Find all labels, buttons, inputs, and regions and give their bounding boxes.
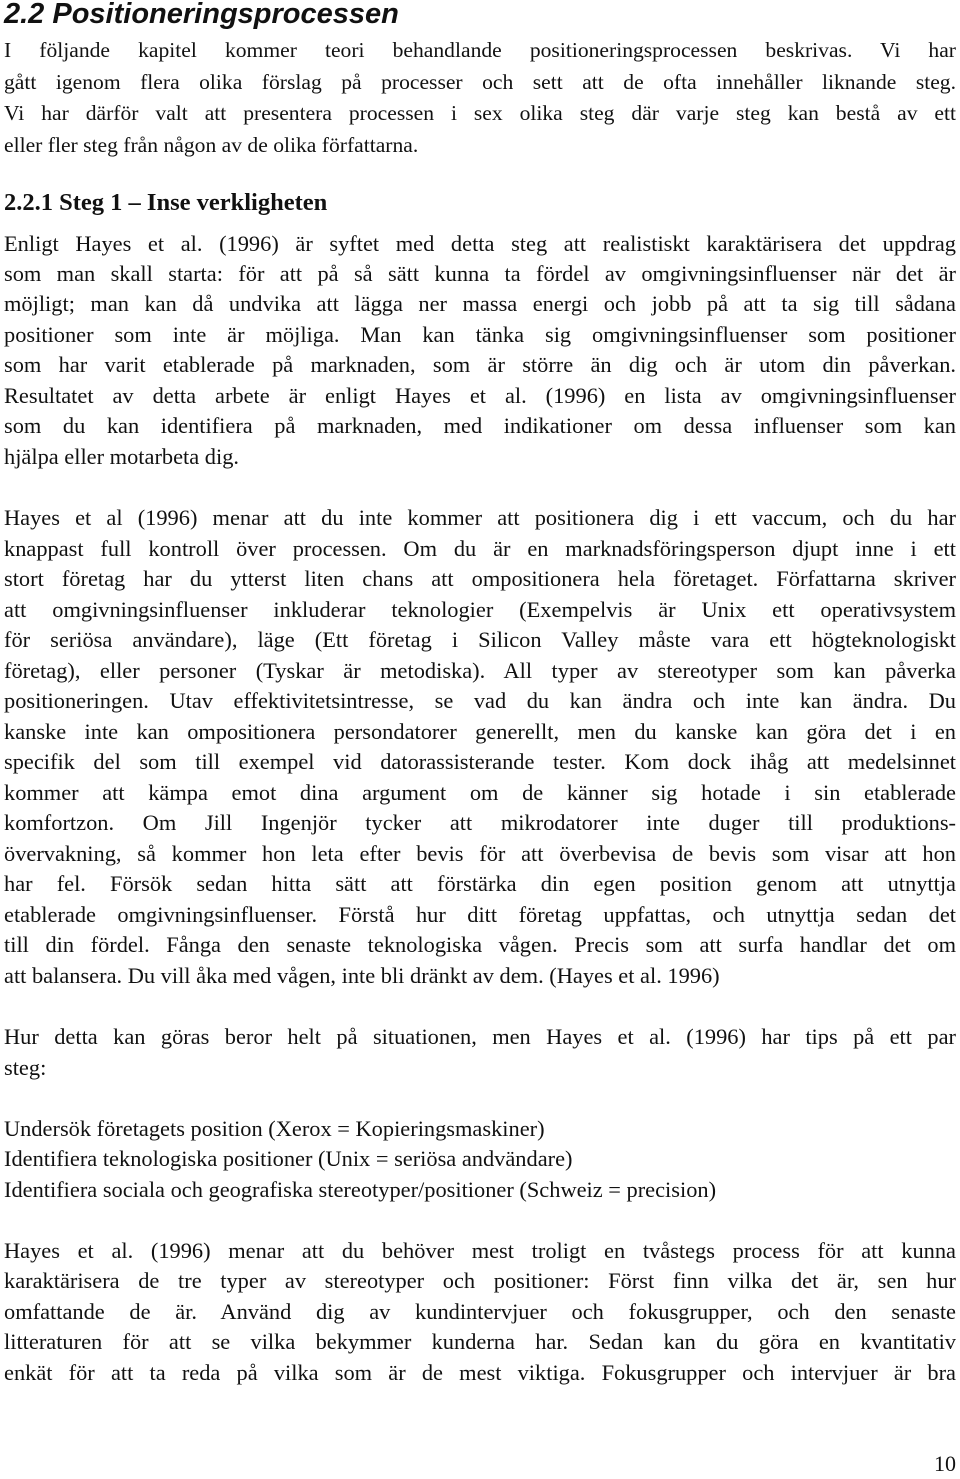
text-line: kommer att kämpa emot dina argument om de känner sig hotade i sin etablerade [4,780,956,805]
text-line: knappast full kontroll över processen. Om du är en marknadsföringsperson djupt inne i ett [4,536,956,561]
text-line: litteraturen för att se vilka bekymmer kunderna har. Sedan kan du göra en kvantitativ [4,1329,956,1354]
text-line: enkät för att ta reda på vilka som är de mest viktiga. Fokusgrupper och intervjuer är bra [4,1360,956,1385]
text-line: kanske inte kan ompositionera persondatorer generellt, men du kanske kan göra det i en [4,719,956,744]
text-line: möjligt; man kan då undvika att lägga ner massa energi och jobb på att ta sig till sådana [4,291,956,316]
text-line: att balansera. Du vill åka med vågen, inte bli dränkt av dem. (Hayes et al. 1996) [4,963,720,988]
text-line: etablerade omgivningsinfluenser. Förstå hur ditt företag uppfattas, och utnyttja sedan det [4,902,956,927]
text-line: Enligt Hayes et al. (1996) är syftet med detta steg att realistiskt karaktärisera det uppdrag [4,231,956,256]
text-line: omfattande de är. Använd dig av kundintervjuer och fokusgrupper, och den senaste [4,1299,956,1324]
text-line: stort företag har du ytterst liten chans att ompositionera hela företaget. Författarna skriver [4,566,956,591]
text-line: Vi har därför valt att presentera processen i sex olika steg där varje steg kan bestå av ett [4,101,956,125]
text-line: att omgivningsinfluenser inkluderar teknologier (Exempelvis är Unix ett operativsystem [4,597,956,622]
text-line: hjälpa eller motarbeta dig. [4,444,240,469]
text-line: specifik del som till exempel vid datorassisterande tester. Kom dock ihåg att medelsinnet [4,749,956,774]
text-line: för seriösa användare), läge (Ett företag i Silicon Valley måste vara ett högteknologiskt [4,627,956,652]
list-item: Undersök företagets position (Xerox = Kopieringsmaskiner) [4,1116,545,1141]
text-line: till din fördel. Fånga den senaste teknologiska vågen. Precis som att surfa handlar det om [4,932,956,957]
text-line: steg: [4,1055,47,1080]
text-line: som har varit etablerade på marknaden, som är större än dig och är utom din påverkan. [4,352,956,377]
text-line: komfortzon. Om Jill Ingenjör tycker att mikrodatorer inte duger till produktions- [4,810,956,835]
text-line: I följande kapitel kommer teori behandlande positioneringsprocessen beskrivas. Vi har [4,38,956,62]
text-line: gått igenom flera olika förslag på processer och sett att de ofta innehåller liknande steg. [4,69,956,94]
text-line: övervakning, så kommer hon leta efter bevis för att överbevisa de bevis som visar att hon [4,841,956,866]
page-number: 10 [934,1451,956,1476]
text-line: positioner som inte är möjliga. Man kan tänka sig omgivningsinfluenser som positioner [4,322,956,347]
text-line: som man skall starta: för att på så sätt kunna ta fördel av omgivningsinfluenser när det är [4,261,956,286]
text-line: eller fler steg från någon av de olika författarna. [4,132,419,157]
text-line: har fel. Försök sedan hitta sätt att förstärka din egen position genom att utnyttja [4,871,956,896]
text-line: som du kan identifiera på marknaden, med indikationer om dessa influenser som kan [4,413,956,438]
list-item: Identifiera sociala och geografiska stereotyper/positioner (Schweiz = precision) [4,1177,717,1202]
text-line: Resultatet av detta arbete är enligt Hayes et al. (1996) en lista av omgivningsinfluenser [4,383,956,408]
text-line: karaktärisera de tre typer av stereotyper och positioner: Först finn vilka det är, sen hur [4,1268,956,1293]
text-line: Hayes et al (1996) menar att du inte kommer att positionera dig i ett vaccum, och du har [4,505,956,530]
subsection-heading: 2.2.1 Steg 1 – Inse verkligheten [4,189,328,216]
text-line: positioneringen. Utav effektivitetsintresse, se vad du kan ändra och inte kan ändra. Du [4,688,956,713]
list-item: Identifiera teknologiska positioner (Unix = seriösa andvändare) [4,1146,573,1171]
text-line: Hayes et al. (1996) menar att du behöver mest troligt en tvåstegs process för att kunna [4,1238,956,1263]
intro-paragraph [4,35,956,161]
text-line: Hur detta kan göras beror helt på situationen, men Hayes et al. (1996) har tips på ett par [4,1024,956,1049]
section-heading: 2.2 Positioneringsprocessen [4,0,399,30]
text-line: företag), eller personer (Tyskar är metodiska). All typer av stereotyper som kan påverka [4,658,956,683]
